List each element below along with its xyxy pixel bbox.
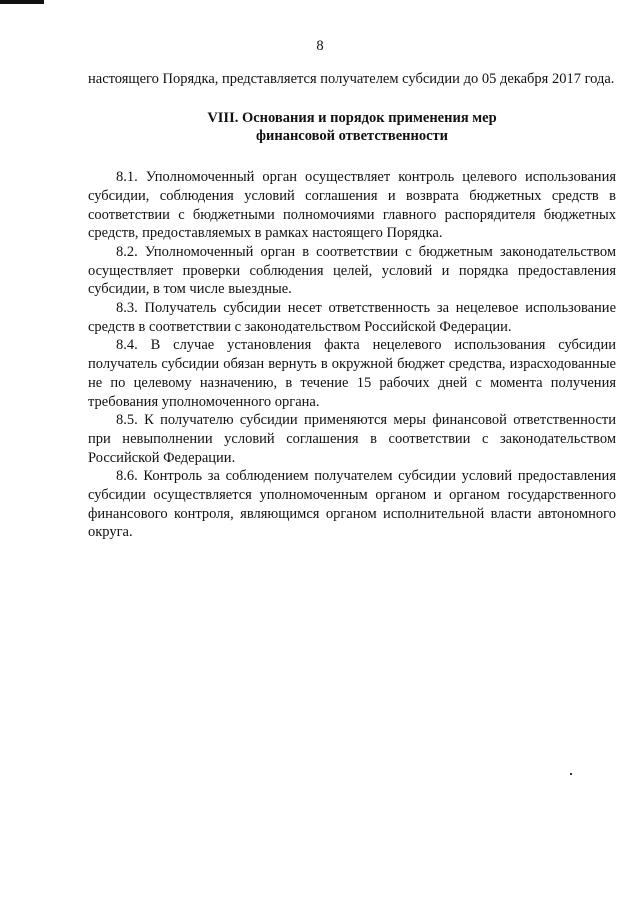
top-rule [0, 0, 44, 4]
paragraph-8-3: 8.3. Получатель субсидии несет ответственность за нецелевое использование средств в соответствии с законодательством Российской Федерации. [88, 300, 616, 335]
paragraph-8-2: 8.2. Уполномоченный орган в соответствии с бюджетным законодательством осуществляет проверки соблюдения целей, условий и порядка предоставления субсидии, в том числе выездные. [88, 243, 616, 298]
page-number: 8 [316, 38, 324, 54]
section-title-line-2: финансовой ответственности [255, 128, 449, 145]
scan-dot [570, 773, 572, 775]
paragraph-8-1: 8.1. Уполномоченный орган осуществляет контроль целевого использования субсидии, соблюдения условий соглашения и возврата бюджетных средств в соответствии с бюджетными полномочиями главного распорядителя бюджетных средств, предоставляемых в рамках настоящего Порядка. [88, 169, 616, 242]
section-title [88, 109, 616, 146]
paragraph-8-6: 8.6. Контроль за соблюдением получателем субсидии условий предоставления субсидии осуществляется уполномоченным органом и органом государственного финансового контроля, являющимся органом исполнительной власти автономного округа. [88, 468, 616, 541]
document-body [88, 70, 616, 542]
lead-paragraph: настоящего Порядка, представляется получателем субсидии до 05 декабря 2017 года. [88, 71, 615, 87]
paragraph-8-5: 8.5. К получателю субсидии применяются меры финансовой ответственности при невыполнении условий соглашения в соответствии с законодательством Российской Федерации. [88, 412, 616, 466]
section-title-line-1: VIII. Основания и порядок применения мер [207, 109, 497, 126]
paragraph-8-4: 8.4. В случае установления факта нецелевого использования субсидии получатель субсидии обязан вернуть в окружной бюджет средства, израсходованные не по целевому назначению, в течение 15 рабочих дней с момента получения требования уполномоченного органа. [88, 337, 616, 410]
